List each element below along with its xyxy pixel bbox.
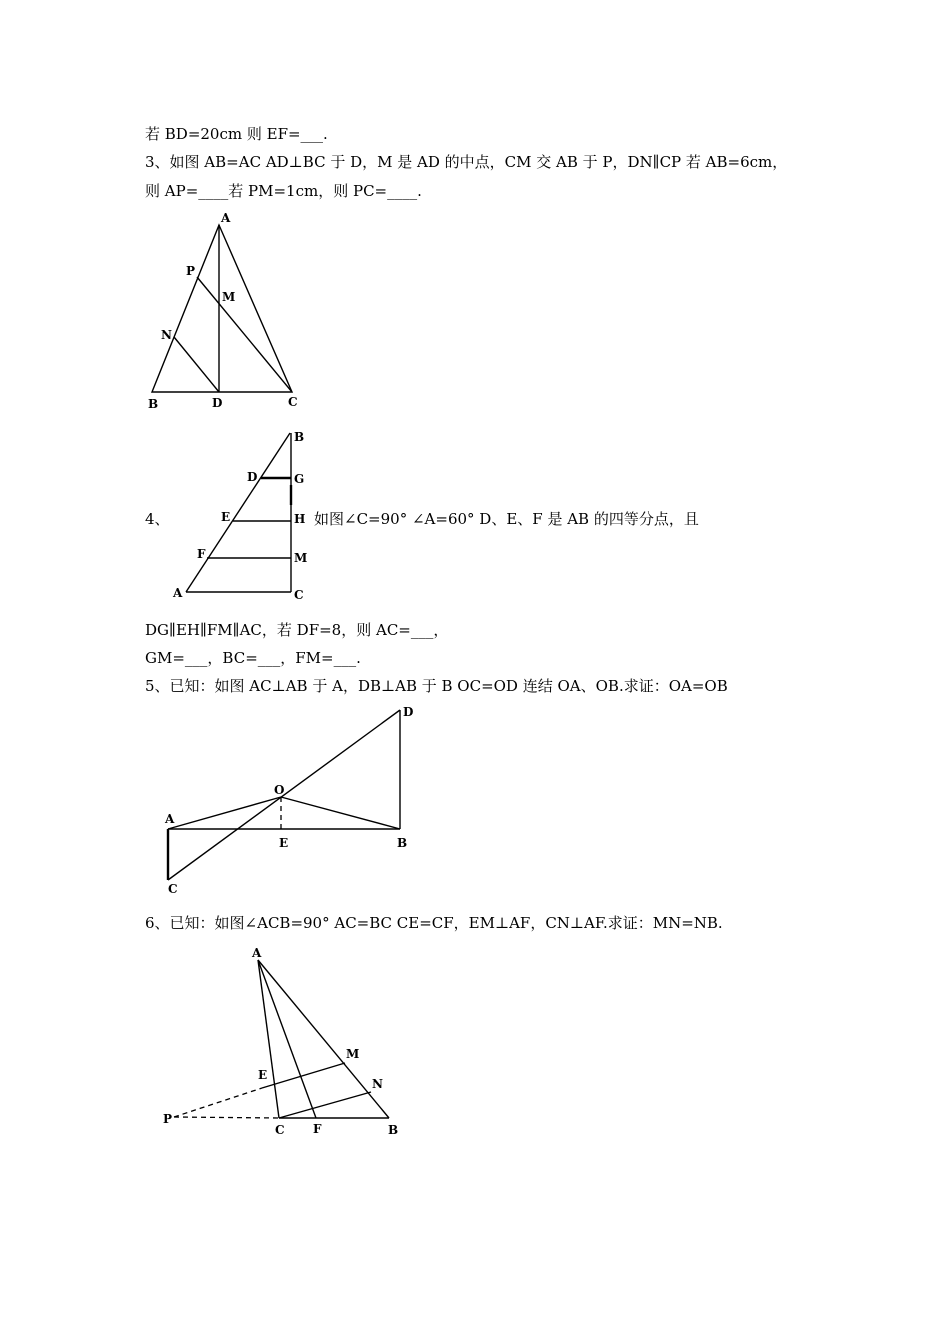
label-b: B [294, 430, 305, 444]
label-a: A [221, 211, 231, 225]
text-line-bd-ef: 若 BD=20cm 则 EF=___. [145, 125, 328, 143]
label-c: C [168, 882, 178, 896]
label-p: P [163, 1112, 173, 1126]
label-b: B [148, 397, 159, 411]
question-5-text: 5、已知：如图 AC⊥AB 于 A，DB⊥AB 于 B OC=OD 连结 OA、OB.求证：OA=OB [145, 677, 728, 695]
segment-cn [279, 1092, 371, 1118]
question-4-number: 4、 [145, 510, 170, 528]
label-f: F [197, 547, 206, 561]
question-4-line-1: 如图∠C=90° ∠A=60° D、E、F 是 AB 的四等分点，且 [314, 510, 699, 528]
segment-ac [258, 960, 279, 1118]
label-c: C [288, 395, 298, 409]
label-e: E [279, 836, 289, 850]
label-n: N [161, 328, 172, 342]
label-d: D [212, 396, 223, 410]
question-3-line-1: 3、如图 AB=AC AD⊥BC 于 D，M 是 AD 的中点，CM 交 AB 于 P，DN∥CP 若 AB=6cm， [145, 153, 788, 171]
segment-af [258, 960, 316, 1118]
label-a: A [173, 586, 183, 600]
label-p: P [186, 264, 196, 278]
label-e: E [221, 510, 231, 524]
label-c: C [294, 588, 304, 602]
label-b: B [397, 836, 408, 850]
label-g: G [294, 472, 305, 486]
question-4-line-2: DG∥EH∥FM∥AC，若 DF=8，则 AC=___， [145, 621, 449, 639]
label-a: A [252, 946, 262, 960]
label-m: M [346, 1047, 360, 1061]
label-h: H [294, 512, 306, 526]
label-d: D [403, 705, 414, 719]
question-4-line-3: GM=___，BC=___，FM=___. [145, 649, 361, 667]
label-b: B [388, 1123, 399, 1137]
label-m: M [294, 551, 308, 565]
label-e: E [258, 1068, 268, 1082]
label-c: C [275, 1123, 285, 1137]
segment-pe-dashed [174, 1088, 262, 1117]
question-3-line-2: 则 AP=____若 PM=1cm，则 PC=____. [145, 182, 422, 200]
question-6-text: 6、已知：如图∠ACB=90° AC=BC CE=CF，EM⊥AF，CN⊥AF.求证：MN=NB. [145, 914, 723, 932]
label-n: N [372, 1077, 383, 1091]
segment-pc-dashed [174, 1117, 279, 1118]
label-a: A [165, 812, 175, 826]
label-f: F [313, 1122, 322, 1136]
label-o: O [274, 783, 285, 797]
label-d: D [247, 470, 258, 484]
segment-ab [258, 960, 389, 1118]
label-m: M [222, 290, 236, 304]
